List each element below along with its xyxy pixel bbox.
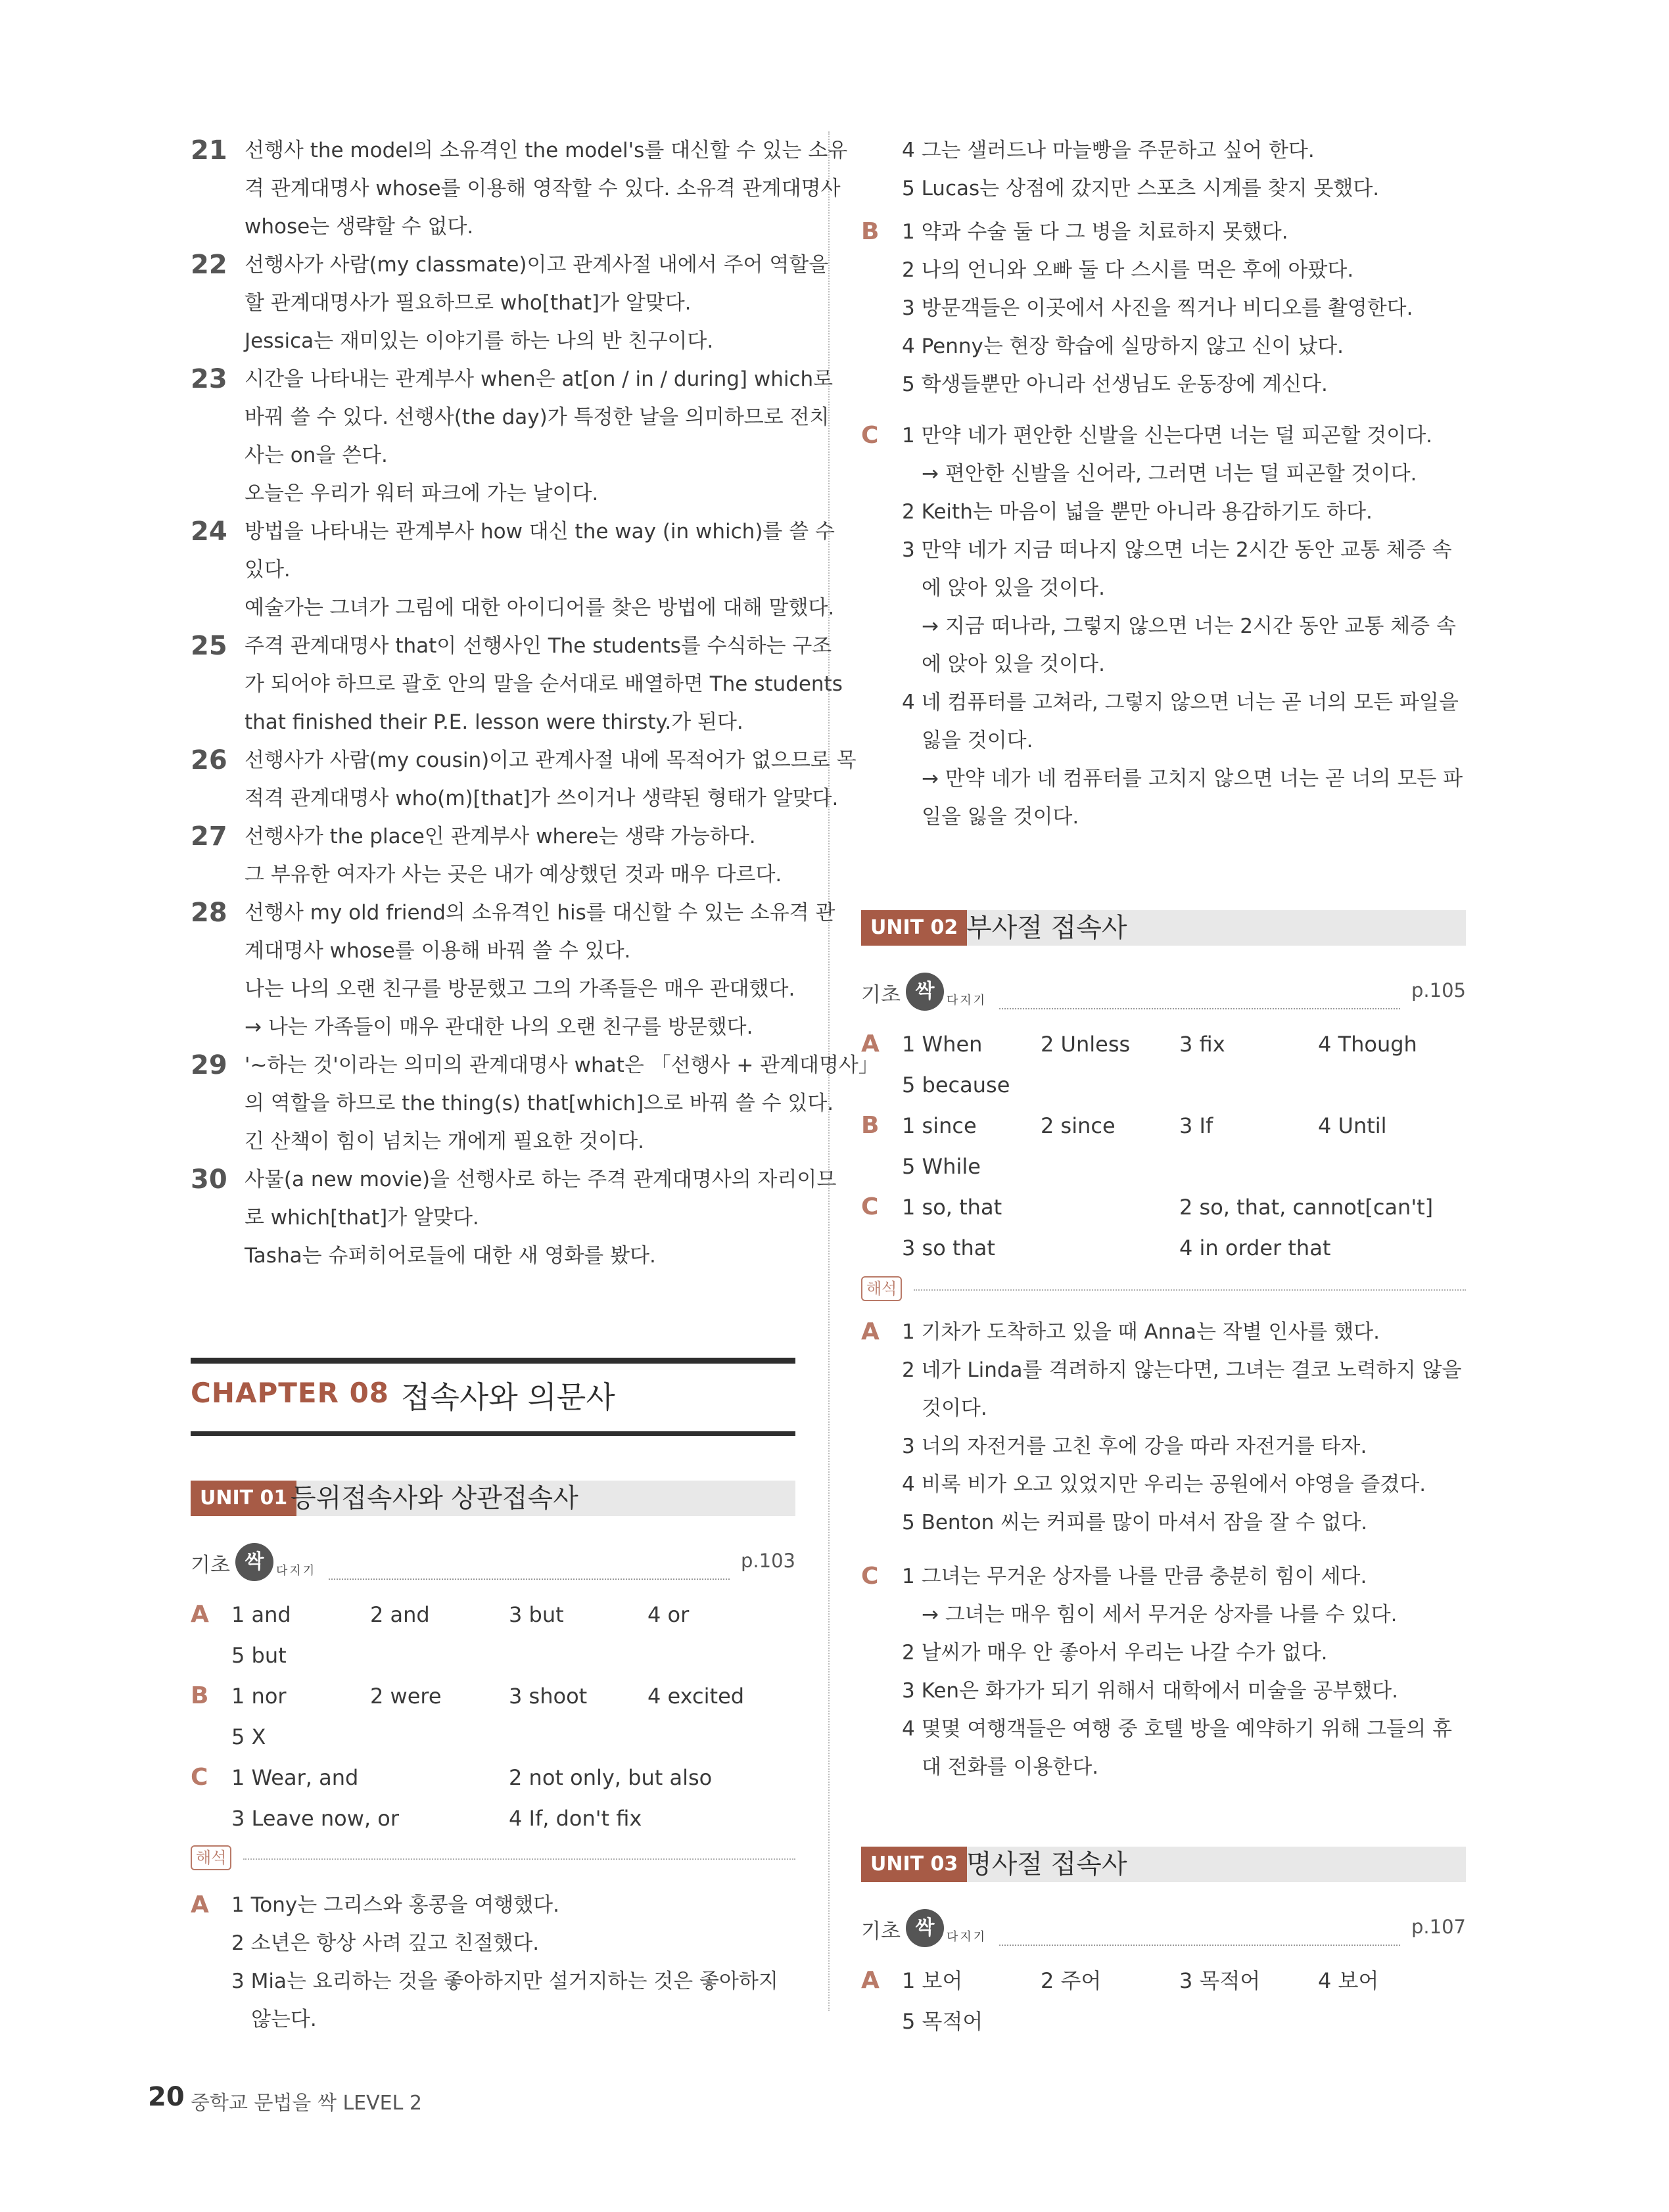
- text-line: 적격 관계대명사 who(m)[that]가 쓰이거나 생략된 형태가 알맞다.: [245, 787, 839, 810]
- basic-label: 기초: [191, 1554, 230, 1577]
- text-line: → 만약 네가 네 컴퓨터를 고치지 않으면 너는 곧 너의 모든 파: [922, 767, 1463, 791]
- text-line: Jessica는 재미있는 이야기를 하는 나의 반 친구이다.: [245, 329, 714, 353]
- text-line: 4 몇몇 여행객들은 여행 중 호텔 방을 예약하기 위해 그들의 휴: [902, 1717, 1452, 1741]
- text-line: 선행사가 사람(my classmate)이고 관계사절 내에서 주어 역할을: [245, 253, 829, 277]
- text-line: 주격 관계대명사 that이 선행사인 The students를 수식하는 구조: [245, 634, 832, 658]
- section-letter-c: C: [861, 422, 879, 449]
- unit-title: 등위접속사와 상관접속사: [291, 1483, 578, 1513]
- text-line: 잃을 것이다.: [922, 729, 1033, 752]
- basic-sub-label: 다지기: [276, 1564, 317, 1578]
- text-line: 4 비록 비가 오고 있었지만 우리는 공원에서 야영을 즐겼다.: [902, 1473, 1426, 1496]
- answer: 3 Leave now, or: [231, 1806, 399, 1831]
- page-ref: p.105: [1411, 979, 1466, 1002]
- answer: 1 and: [231, 1602, 291, 1627]
- text-line: 선행사가 사람(my cousin)이고 관계사절 내에 목적어가 없으므로 목: [245, 749, 857, 772]
- answer: 5 While: [902, 1154, 981, 1179]
- text-line: 계대명사 whose를 이용해 바꿔 쓸 수 있다.: [245, 939, 631, 963]
- answer: 3 shoot: [509, 1684, 588, 1709]
- text-line: 오늘은 우리가 워터 파크에 가는 날이다.: [245, 482, 599, 505]
- item-text: [245, 627, 843, 741]
- chapter-top-bar: [191, 1358, 795, 1364]
- text-line: 1 Tony는 그리스와 홍콩을 여행했다.: [231, 1893, 559, 1917]
- item-number: 21: [191, 135, 227, 166]
- item-text: [245, 1161, 837, 1275]
- translation-list: [902, 131, 1467, 208]
- answer: 4 If, don't fix: [509, 1806, 642, 1831]
- text-line: 2 Keith는 마음이 넓을 뿐만 아니라 용감하기도 하다.: [902, 500, 1373, 524]
- item-number: 28: [191, 898, 227, 928]
- page-ref: p.103: [741, 1550, 795, 1572]
- dotted-leader: [999, 1945, 1400, 1946]
- answer: 3 목적어: [1179, 1968, 1261, 1993]
- chapter-label: CHAPTER 08: [191, 1377, 390, 1409]
- basic-row: [861, 1909, 1466, 1951]
- item-text: [245, 741, 857, 818]
- text-line: 5 Benton 씨는 커피를 많이 마셔서 잠을 잘 수 없다.: [902, 1511, 1368, 1534]
- answer: 4 or: [647, 1602, 690, 1627]
- translation-list: [902, 213, 1467, 403]
- page-ref: p.107: [1411, 1916, 1466, 1938]
- text-line: 선행사 the model의 소유격인 the model's를 대신할 수 있는 소유: [245, 139, 848, 162]
- section-letter-b: B: [861, 218, 880, 245]
- unit-01-header: [191, 1481, 795, 1516]
- text-line: → 지금 떠나라, 그렇지 않으면 너는 2시간 동안 교통 체증 속: [922, 614, 1456, 638]
- section-letter-a: A: [191, 1601, 209, 1628]
- text-line: 가 되어야 하므로 괄호 안의 말을 순서대로 배열하면 The students: [245, 672, 843, 696]
- translation-label: 해석: [861, 1276, 902, 1301]
- answer: 5 because: [902, 1072, 1010, 1097]
- unit-tag: UNIT 02: [861, 910, 967, 946]
- item-number: 23: [191, 364, 227, 394]
- translation-header: [861, 1276, 1466, 1302]
- text-line: 2 소년은 항상 사려 깊고 친절했다.: [231, 1931, 540, 1955]
- basic-label: 기초: [861, 983, 901, 1007]
- text-line: 일을 잃을 것이다.: [922, 805, 1079, 829]
- text-line: 3 방문객들은 이곳에서 사진을 찍거나 비디오를 촬영한다.: [902, 296, 1413, 320]
- book-title: 중학교 문법을 싹 LEVEL 2: [191, 2092, 422, 2115]
- item-text: [245, 1046, 879, 1161]
- section-letter-a: A: [191, 1891, 209, 1918]
- item-text: [245, 818, 797, 894]
- text-line: 2 날씨가 매우 안 좋아서 우리는 나갈 수가 없다.: [902, 1641, 1328, 1665]
- text-line: 4 Penny는 현장 학습에 실망하지 않고 신이 났다.: [902, 334, 1344, 358]
- item-text: [245, 246, 829, 360]
- text-line: '~하는 것'이라는 의미의 관계대명사 what은 「선행사 + 관계대명사」: [245, 1053, 879, 1077]
- text-line: 2 네가 Linda를 격려하지 않는다면, 그녀는 결코 노력하지 않을: [902, 1358, 1462, 1382]
- text-line: 그 부유한 여자가 사는 곳은 내가 예상했던 것과 매우 다르다.: [245, 863, 782, 887]
- text-line: 5 Lucas는 상점에 갔지만 스포츠 시계를 찾지 못했다.: [902, 177, 1380, 200]
- answer: 5 X: [231, 1724, 266, 1749]
- translation-header: [191, 1845, 795, 1872]
- answer: 4 보어: [1318, 1968, 1379, 1993]
- text-line: 3 Mia는 요리하는 것을 좋아하지만 설거지하는 것은 좋아하지: [231, 1970, 778, 1993]
- translation-list: [902, 1313, 1467, 1542]
- text-line: 있다.: [245, 558, 291, 582]
- item-number: 29: [191, 1050, 227, 1080]
- text-line: 것이다.: [922, 1396, 987, 1420]
- translation-list: [231, 1886, 797, 2039]
- unit-tag: UNIT 03: [861, 1847, 967, 1882]
- answer: 4 Until: [1318, 1113, 1387, 1138]
- ssak-badge-icon: 싹: [906, 973, 944, 1011]
- text-line: 예술가는 그녀가 그림에 대한 아이디어를 찾은 방법에 대해 말했다.: [245, 596, 835, 620]
- unit-tag: UNIT 01: [191, 1481, 296, 1516]
- section-letter-c: C: [861, 1193, 879, 1220]
- unit-03-header: [861, 1847, 1466, 1882]
- answer: 1 Wear, and: [231, 1765, 359, 1790]
- text-line: 의 역할을 하므로 the thing(s) that[which]으로 바꿔 쓸 수 있다.: [245, 1092, 834, 1115]
- answer: 3 If: [1179, 1113, 1213, 1138]
- ssak-badge-icon: 싹: [906, 1909, 944, 1947]
- chapter-title: 접속사와 의문사: [401, 1379, 615, 1415]
- text-line: 1 그녀는 무거운 상자를 나를 만큼 충분히 힘이 세다.: [902, 1565, 1367, 1588]
- dotted-leader: [999, 1008, 1400, 1009]
- text-line: 않는다.: [251, 2008, 317, 2031]
- item-number: 26: [191, 745, 227, 775]
- answer: 1 so, that: [902, 1195, 1002, 1220]
- answer: 1 When: [902, 1032, 983, 1057]
- basic-sub-label: 다지기: [947, 1930, 987, 1944]
- text-line: 할 관계대명사가 필요하므로 who[that]가 알맞다.: [245, 291, 692, 315]
- basic-sub-label: 다지기: [947, 994, 987, 1007]
- text-line: 방법을 나타내는 관계부사 how 대신 the way (in which)를 쓸 수: [245, 520, 835, 543]
- answer: 2 Unless: [1041, 1032, 1131, 1057]
- text-line: 에 앉아 있을 것이다.: [922, 576, 1105, 600]
- text-line: 3 Ken은 화가가 되기 위해서 대학에서 미술을 공부했다.: [902, 1679, 1398, 1703]
- answer: 5 목적어: [902, 2009, 983, 2034]
- answer: 4 excited: [647, 1684, 745, 1709]
- text-line: 격 관계대명사 whose를 이용해 영작할 수 있다. 소유격 관계대명사: [245, 177, 841, 200]
- answer: 2 were: [370, 1684, 442, 1709]
- answer: 2 not only, but also: [509, 1765, 713, 1790]
- section-letter-c: C: [861, 1563, 879, 1590]
- answer: 3 fix: [1179, 1032, 1225, 1057]
- item-number: 27: [191, 821, 227, 852]
- answer: 1 보어: [902, 1968, 963, 1993]
- section-letter-a: A: [861, 1967, 880, 1994]
- text-line: 선행사가 the place인 관계부사 where는 생략 가능하다.: [245, 825, 756, 848]
- answer: 2 so, that, cannot[can't]: [1179, 1195, 1434, 1220]
- answer: 4 Though: [1318, 1032, 1417, 1057]
- item-number: 22: [191, 250, 227, 280]
- item-text: [245, 513, 835, 627]
- text-line: 시간을 나타내는 관계부사 when은 at[on / in / during] which로: [245, 367, 834, 391]
- item-number: 30: [191, 1164, 227, 1195]
- answer: 3 but: [509, 1602, 564, 1627]
- basic-row: [861, 973, 1466, 1015]
- unit-title: 부사절 접속사: [966, 913, 1127, 943]
- text-line: → 그녀는 매우 힘이 세서 무거운 상자를 나를 수 있다.: [922, 1603, 1398, 1626]
- text-line: 선행사 my old friend의 소유격인 his를 대신할 수 있는 소유격 관: [245, 901, 835, 925]
- answer: 1 since: [902, 1113, 977, 1138]
- text-line: 사는 on을 쓴다.: [245, 444, 388, 467]
- text-line: Tasha는 슈퍼히어로들에 대한 새 영화를 봤다.: [245, 1244, 656, 1268]
- text-line: 나는 나의 오랜 친구를 방문했고 그의 가족들은 매우 관대했다.: [245, 977, 795, 1001]
- item-number: 25: [191, 631, 227, 661]
- text-line: 3 너의 자전거를 고친 후에 강을 따라 자전거를 타자.: [902, 1435, 1367, 1458]
- text-line: 1 기차가 도착하고 있을 때 Anna는 작별 인사를 했다.: [902, 1320, 1380, 1344]
- dotted-leader: [914, 1289, 1466, 1291]
- text-line: → 나는 가족들이 매우 관대한 나의 오랜 친구를 방문했다.: [245, 1015, 753, 1039]
- item-number: 24: [191, 517, 227, 547]
- text-line: 바꿔 쓸 수 있다. 선행사(the day)가 특정한 날을 의미하므로 전치: [245, 405, 830, 429]
- chapter-bottom-bar: [191, 1431, 795, 1436]
- section-letter-a: A: [861, 1030, 880, 1057]
- text-line: 3 만약 네가 지금 떠나지 않으면 너는 2시간 동안 교통 체증 속: [902, 538, 1452, 562]
- translation-list: [902, 1557, 1467, 1786]
- basic-label: 기초: [861, 1920, 901, 1943]
- section-letter-b: B: [861, 1112, 880, 1139]
- answer: 1 nor: [231, 1684, 287, 1709]
- answer: 3 so that: [902, 1235, 995, 1260]
- answer: 4 in order that: [1179, 1235, 1331, 1260]
- text-line: 4 네 컴퓨터를 고쳐라, 그렇지 않으면 너는 곧 너의 모든 파일을: [902, 691, 1459, 714]
- text-line: 5 학생들뿐만 아니라 선생님도 운동장에 계신다.: [902, 373, 1328, 396]
- text-line: 4 그는 샐러드나 마늘빵을 주문하고 싶어 한다.: [902, 139, 1315, 162]
- text-line: 1 만약 네가 편안한 신발을 신는다면 너는 덜 피곤할 것이다.: [902, 424, 1433, 448]
- translation-list: [902, 417, 1467, 836]
- answer: 2 since: [1041, 1113, 1116, 1138]
- text-line: 로 which[that]가 알맞다.: [245, 1206, 479, 1230]
- ssak-badge-icon: 싹: [235, 1543, 273, 1581]
- section-letter-a: A: [861, 1318, 880, 1345]
- unit-title: 명사절 접속사: [966, 1849, 1127, 1879]
- answer: 5 but: [231, 1643, 287, 1668]
- unit-02-header: [861, 910, 1466, 946]
- text-line: 긴 산책이 힘이 넘치는 개에게 필요한 것이다.: [245, 1130, 645, 1153]
- translation-label: 해석: [191, 1845, 231, 1870]
- text-line: that finished their P.E. lesson were thirsty.가 된다.: [245, 710, 743, 734]
- basic-row: [191, 1543, 795, 1585]
- text-line: 대 전화를 이용한다.: [922, 1755, 1099, 1779]
- item-text: [245, 360, 834, 513]
- text-line: → 편안한 신발을 신어라, 그러면 너는 덜 피곤할 것이다.: [922, 462, 1417, 486]
- section-letter-b: B: [191, 1682, 209, 1709]
- item-text: [245, 131, 848, 246]
- dotted-leader: [243, 1858, 795, 1860]
- text-line: 1 약과 수술 둘 다 그 병을 치료하지 못했다.: [902, 220, 1288, 244]
- dotted-leader: [329, 1578, 730, 1580]
- answer: 2 주어: [1041, 1968, 1102, 1993]
- text-line: 사물(a new movie)을 선행사로 하는 주격 관계대명사의 자리이므: [245, 1168, 837, 1191]
- item-text: [245, 894, 835, 1046]
- text-line: 에 앉아 있을 것이다.: [922, 653, 1105, 676]
- text-line: whose는 생략할 수 없다.: [245, 215, 474, 239]
- answer: 2 and: [370, 1602, 430, 1627]
- page-number: 20: [148, 2082, 185, 2112]
- section-letter-c: C: [191, 1764, 208, 1791]
- text-line: 2 나의 언니와 오빠 둘 다 스시를 먹은 후에 아팠다.: [902, 258, 1354, 282]
